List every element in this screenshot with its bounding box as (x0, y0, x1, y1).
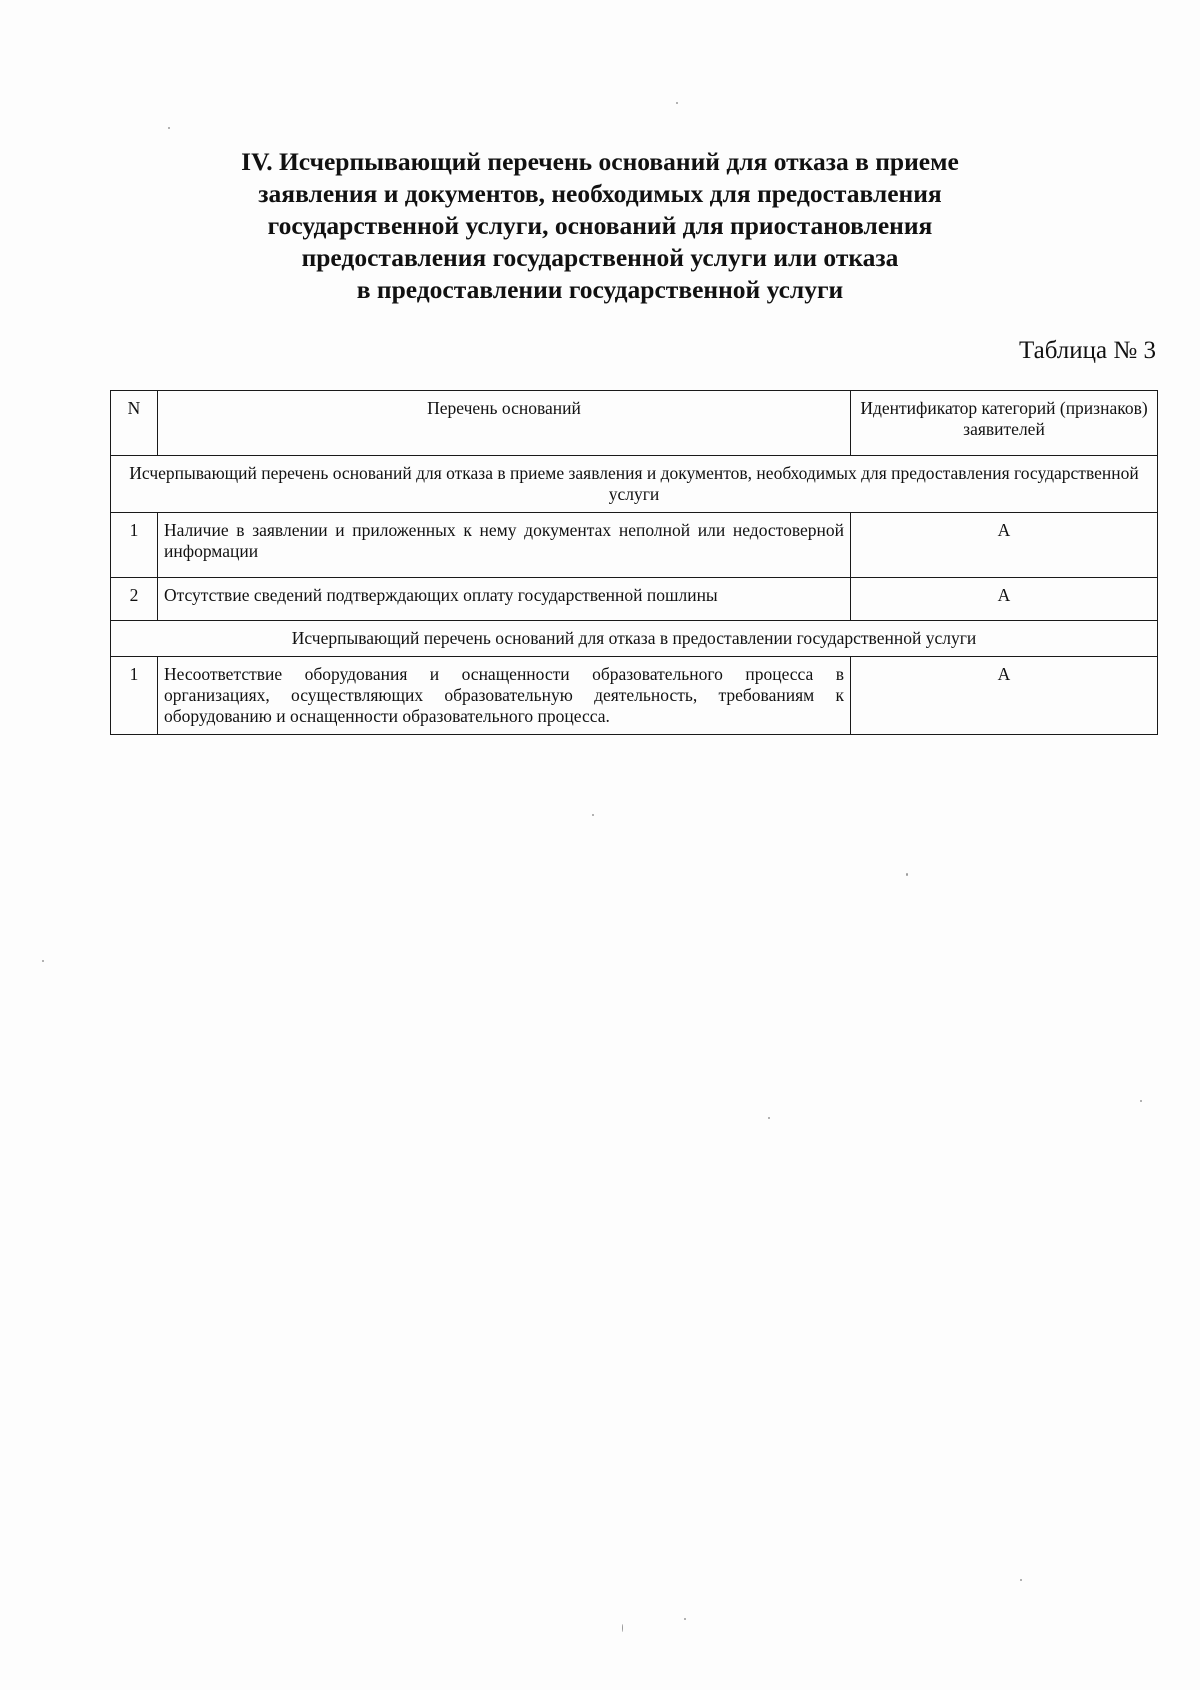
header-grounds: Перечень оснований (158, 391, 851, 456)
row-number: 2 (111, 578, 158, 621)
row-number: 1 (111, 513, 158, 578)
header-number: N (111, 391, 158, 456)
table-row (111, 513, 1158, 578)
group-row (111, 456, 1158, 513)
grounds-table (110, 390, 1158, 735)
section-title (150, 146, 1050, 306)
group-title: Исчерпывающий перечень оснований для отказа в приеме заявления и документов, необходимых для предоставления государственной услуги (111, 456, 1158, 513)
group-title: Исчерпывающий перечень оснований для отказа в предоставлении государственной услуги (111, 621, 1158, 657)
table-caption: Таблица № 3 (1018, 337, 1156, 364)
row-ground: Несоответствие оборудования и оснащенности образовательного процесса в организациях, осуществляющих образовательную деятельность, требованиям к оборудованию и оснащенности образовательного процесса. (158, 657, 851, 735)
scan-speck (42, 960, 44, 962)
table-row (111, 578, 1158, 621)
scan-speck (676, 102, 678, 104)
scan-speck (1140, 1100, 1142, 1102)
section-title-line: предоставления государственной услуги или отказа (301, 243, 899, 272)
scan-speck (906, 873, 908, 876)
table-row (111, 657, 1158, 735)
section-title-line: в предоставлении государственной услуги (356, 275, 844, 304)
scan-speck (684, 1618, 686, 1620)
scan-speck (168, 127, 170, 129)
section-title-line: IV. Исчерпывающий перечень оснований для отказа в приеме (241, 147, 959, 176)
row-number: 1 (111, 657, 158, 735)
section-title-line: государственной услуги, оснований для приостановления (267, 211, 933, 240)
row-ground: Отсутствие сведений подтверждающих оплату государственной пошлины (158, 578, 851, 621)
row-identifier: А (851, 657, 1158, 735)
scan-speck (1020, 1579, 1022, 1581)
scan-speck (768, 1117, 770, 1119)
section-title-line: заявления и документов, необходимых для предоставления (258, 179, 942, 208)
header-identifier: Идентификатор категорий (признаков) заявителей (851, 391, 1158, 456)
group-row (111, 621, 1158, 657)
scan-speck (622, 1624, 623, 1632)
row-ground: Наличие в заявлении и приложенных к нему документах неполной или недостоверной информации (158, 513, 851, 578)
scan-speck (592, 814, 594, 816)
row-identifier: А (851, 513, 1158, 578)
table-header-row (111, 391, 1158, 456)
row-identifier: А (851, 578, 1158, 621)
